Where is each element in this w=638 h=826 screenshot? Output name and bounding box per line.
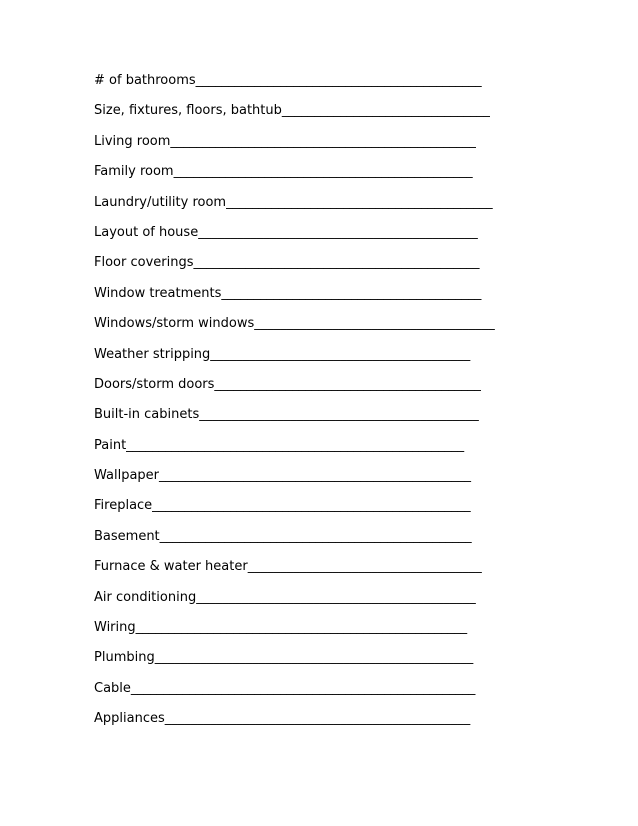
form-line-floor-coverings [94,254,544,284]
form-line-text: Windows/storm windows_____________________________________ [94,316,495,332]
form-line-text: Built-in cabinets___________________________________________ [94,407,479,423]
form-line-wallpaper [94,467,544,497]
checklist-form [94,72,544,741]
form-line-text: Doors/storm doors_________________________________________ [94,376,481,392]
form-line-text: Laundry/utility room_________________________________________ [94,194,493,210]
form-line-plumbing [94,649,544,679]
form-line-text: Wiring___________________________________________________ [94,620,468,636]
form-line-text: Family room______________________________________________ [94,164,473,180]
form-line-text: Basement________________________________________________ [94,528,472,544]
form-line-text: Size, fixtures, floors, bathtub________________________________ [94,103,490,119]
form-line-text: Living room_______________________________________________ [94,133,476,149]
form-line-bathrooms [94,72,544,102]
form-line-text: Fireplace_________________________________________________ [94,498,471,514]
form-line-storm-windows [94,315,544,345]
form-line-text: Floor coverings____________________________________________ [94,255,480,271]
form-line-storm-doors [94,376,544,406]
form-line-text: Furnace & water heater____________________________________ [94,559,482,575]
form-line-text: Plumbing_________________________________________________ [94,650,474,666]
form-line-text: Window treatments________________________________________ [94,285,482,301]
form-line-weather-stripping [94,346,544,376]
form-line-laundry-room [94,194,544,224]
form-line-text: Paint____________________________________________________ [94,437,465,453]
form-line-basement [94,528,544,558]
form-line-appliances [94,710,544,740]
form-line-text: Cable_____________________________________________________ [94,680,476,696]
form-line-cable [94,680,544,710]
form-line-size-fixtures [94,102,544,132]
form-line-text: # of bathrooms____________________________________________ [94,73,482,88]
form-line-text: Wallpaper________________________________________________ [94,468,472,484]
form-line-window-treatments [94,285,544,315]
form-line-wiring [94,619,544,649]
form-line-paint [94,437,544,467]
form-line-fireplace [94,497,544,527]
form-line-air-conditioning [94,589,544,619]
form-line-family-room [94,163,544,193]
form-line-text: Air conditioning___________________________________________ [94,589,476,605]
form-line-text: Layout of house___________________________________________ [94,224,478,240]
form-line-text: Weather stripping________________________________________ [94,346,471,362]
form-line-text: Appliances_______________________________________________ [94,711,471,727]
form-line-built-in-cabinets [94,406,544,436]
form-line-living-room [94,133,544,163]
form-line-layout-of-house [94,224,544,254]
form-line-furnace-water-heater [94,558,544,588]
